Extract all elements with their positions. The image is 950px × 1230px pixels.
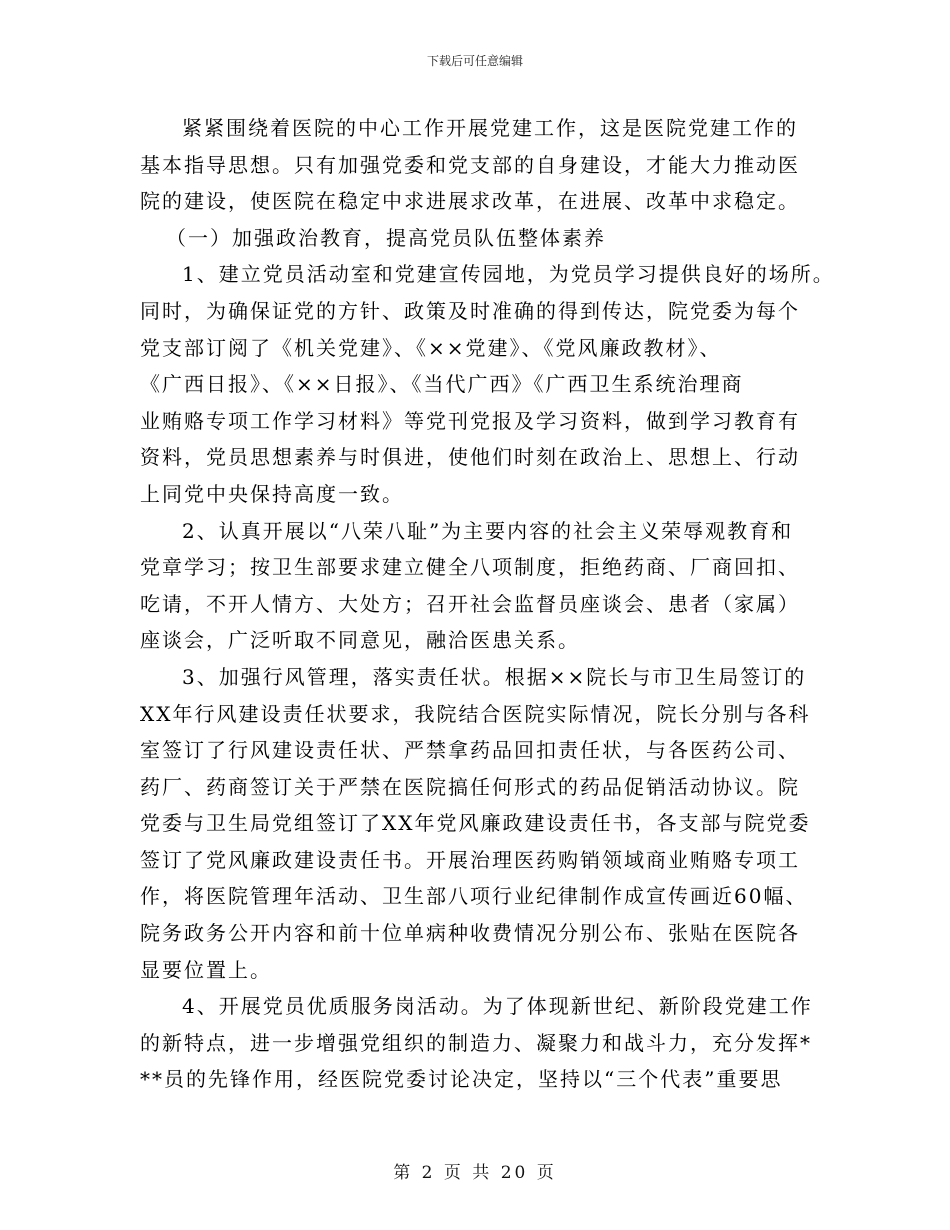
body-line-8: 《广西日报》、《××日报》、《当代广西》《广西卫生系统治理商	[140, 372, 744, 397]
body-line-17: XX年行风建设责任状要求，我院结合医院实际情况，院长分别与各科	[140, 701, 811, 726]
body-line-7: 党支部订阅了《机关党建》、《××党建》、《党风廉政教材》、	[140, 335, 722, 360]
body-line-22: 作，将医院管理年活动、卫生部八项行业纪律制作成宣传画近60幅、	[140, 884, 808, 909]
body-line-10: 资料，党员思想素养与时俱进，使他们时刻在政治上、思想上、行动	[140, 445, 800, 470]
body-line-24: 显要位置上。	[140, 957, 272, 982]
body-line-14: 吃请，不开人情方、大处方；召开社会监督员座谈会、患者（家属）	[140, 591, 800, 616]
body-line-16: 3、加强行风管理，落实责任状。根据××院长与市卫生局签订的	[182, 664, 807, 689]
body-line-5: 1、建立党员活动室和党建宣传园地，为党员学习提供良好的场所。	[182, 262, 835, 287]
section-heading: （一）加强政治教育，提高党员队伍整体素养	[166, 225, 606, 250]
body-line-9: 业贿赂专项工作学习材料》等党刊党报及学习资料，做到学习教育有	[140, 408, 800, 433]
body-line-18: 室签订了行风建设责任状、严禁拿药品回扣责任状，与各医药公司、	[140, 738, 800, 763]
body-line-26: 的新特点，进一步增强党组织的制造力、凝聚力和战斗力，充分发挥*	[140, 1030, 812, 1055]
body-line-27: **员的先锋作用，经医院党委讨论决定，坚持以“三个代表”重要思	[140, 1067, 783, 1092]
body-line-1: 紧紧围绕着医院的中心工作开展党建工作，这是医院党建工作的	[182, 116, 798, 140]
body-line-6: 同时，为确保证党的方针、政策及时准确的得到传达，院党委为每个	[140, 298, 800, 323]
body-line-19: 药厂、药商签订关于严禁在医院搞任何形式的药品促销活动协议。院	[140, 774, 800, 799]
body-line-3: 院的建设，使医院在稳定中求进展求改革，在进展、改革中求稳定。	[140, 189, 800, 214]
page-number-footer: 第 2 页 共 20 页	[393, 1163, 557, 1183]
body-line-23: 院务政务公开内容和前十位单病种收费情况分别公布、张贴在医院各	[140, 921, 800, 946]
body-line-2: 基本指导思想。只有加强党委和党支部的自身建设，才能大力推动医	[140, 152, 800, 177]
body-line-13: 党章学习；按卫生部要求建立健全八项制度，拒绝药商、厂商回扣、	[140, 555, 800, 580]
body-line-20: 党委与卫生局党组签订了XX年党风廉政建设责任书，各支部与院党委	[140, 811, 811, 836]
page-header: 下载后可任意编辑	[426, 54, 523, 68]
body-line-15: 座谈会，广泛听取不同意见，融洽医患关系。	[140, 628, 580, 653]
document-body	[140, 110, 835, 1098]
body-line-25: 4、开展党员优质服务岗活动。为了体现新世纪、新阶段党建工作	[182, 994, 813, 1019]
body-line-21: 签订了党风廉政建设责任书。开展治理医药购销领域商业贿赂专项工	[140, 847, 800, 872]
body-line-11: 上同党中央保持高度一致。	[140, 481, 404, 506]
body-line-12: 2、认真开展以“八荣八耻”为主要内容的社会主义荣辱观教育和	[182, 518, 794, 543]
